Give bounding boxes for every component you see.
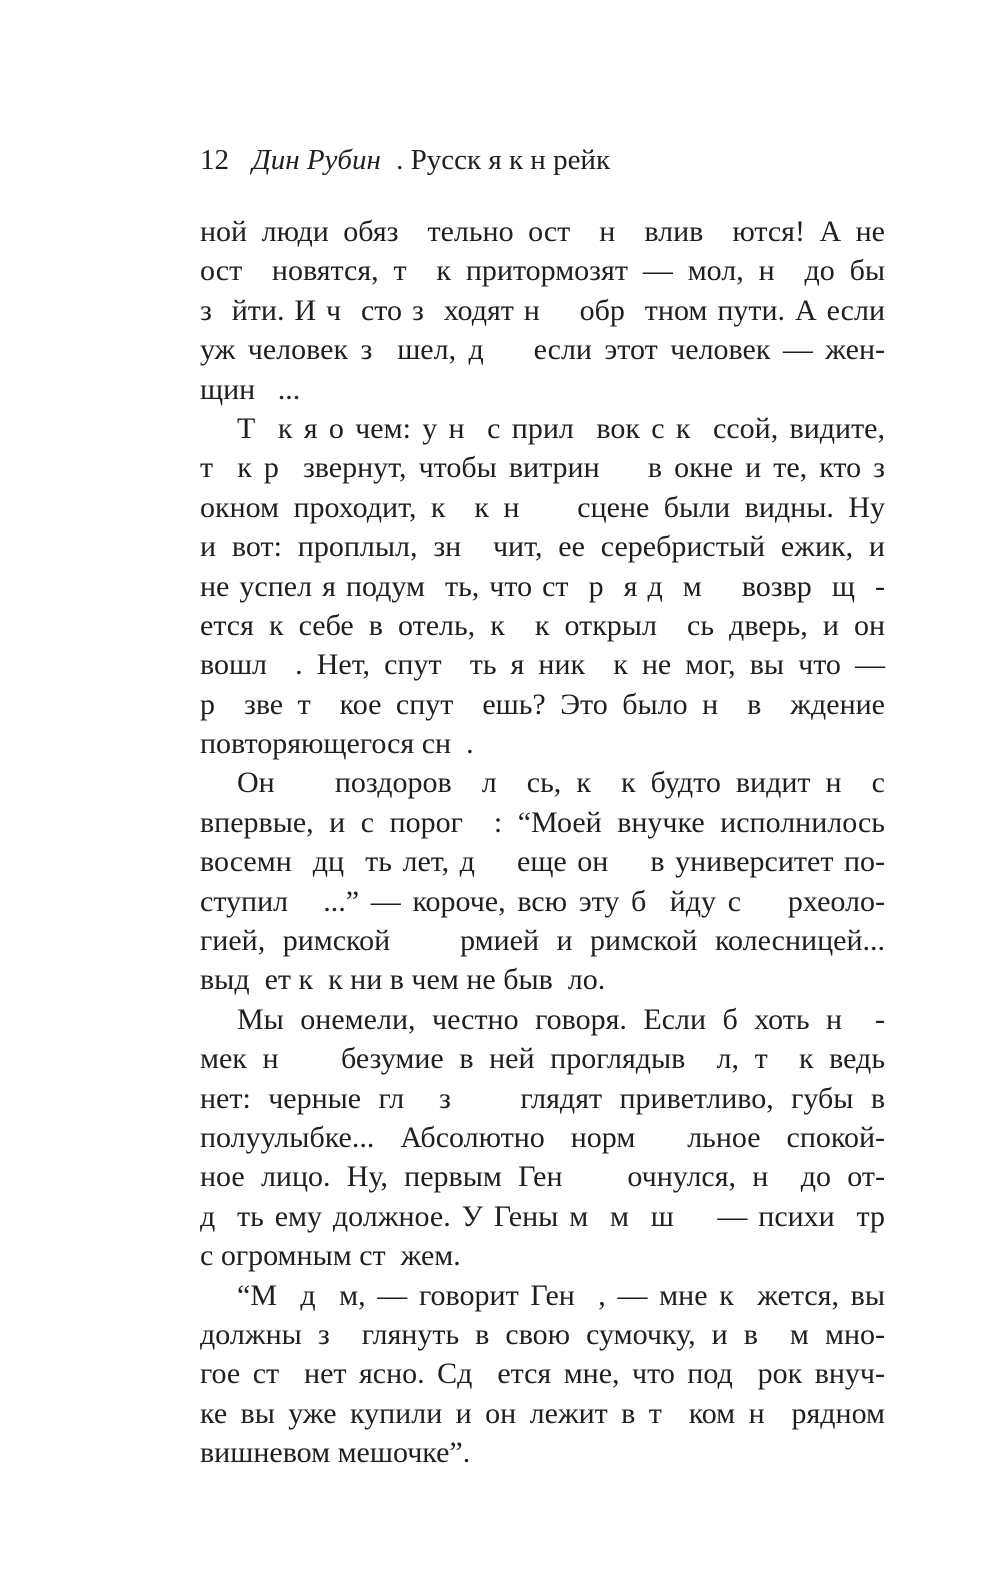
text-line: р зве т кое спут ешь? Это было н в ждение bbox=[200, 687, 885, 721]
text-line: должны з глянуть в свою сумочку, и в м мно- bbox=[200, 1317, 885, 1351]
running-header bbox=[200, 140, 900, 180]
text-line: вишневом мешочке”. bbox=[200, 1436, 471, 1470]
paragraph bbox=[200, 763, 885, 999]
text-line: ной люди обяз тельно ост н влив ются! А не bbox=[200, 215, 885, 248]
text-line: ступил ...” — короче, всю эту б йду с рхеоло- bbox=[200, 884, 885, 918]
paragraph bbox=[200, 409, 885, 764]
text-line: Т к я о чем: у н с прил вок с к ссой, видите, bbox=[237, 411, 885, 445]
text-line: вошл . Нет, спут ть я ник к не мог, вы что — bbox=[200, 648, 885, 682]
text-line: т к р звернут, чтобы витрин в окне и те, кто з bbox=[200, 451, 885, 485]
text-line: щин ... bbox=[200, 372, 301, 406]
text-line: гией, римской рмией и римской колесницей... bbox=[200, 924, 885, 958]
author-name: Дин Рубин bbox=[252, 144, 381, 176]
text-line: ке вы уже купили и он лежит в т ком н рядном bbox=[200, 1396, 885, 1430]
text-line: уж человек з шел, д если этот человек — жен- bbox=[200, 333, 885, 367]
text-line: и вот: проплыл, зн чит, ее серебристый ежик, и bbox=[200, 530, 885, 564]
text-line: нет: черные гл з глядят приветливо, губы в bbox=[200, 1081, 885, 1115]
text-line: выд ет к к ни в чем не быв ло. bbox=[200, 963, 606, 997]
text-line: д ть ему должное. У Гены м м ш — психи тр bbox=[200, 1199, 885, 1233]
text-line: з йти. И ч сто з ходят н обр тном пути. А если bbox=[200, 293, 885, 327]
text-line: Мы онемели, честно говоря. Если б хоть н - bbox=[237, 1002, 885, 1036]
text-line: окном проходит, к к н сцене были видны. Ну bbox=[200, 490, 885, 524]
text-line: полуулыбке... Абсолютно норм льное спокой- bbox=[200, 1120, 885, 1154]
text-line: ное лицо. Ну, первым Ген очнулся, н до от- bbox=[200, 1160, 885, 1194]
text-line: мек н безумие в ней проглядыв л, т к ведь bbox=[200, 1042, 885, 1076]
text-line: с огромным ст жем. bbox=[200, 1239, 461, 1273]
paragraph bbox=[200, 1000, 885, 1276]
text-line: повторяющегося сн . bbox=[200, 727, 474, 761]
text-line: Он поздоров л сь, к к будто видит н с bbox=[237, 766, 885, 800]
paragraph bbox=[200, 212, 885, 409]
text-line: “М д м, — говорит Ген , — мне к жется, вы bbox=[237, 1278, 885, 1312]
book-title: . Русск я к н рейк bbox=[396, 144, 611, 176]
text-line: восемн дц ть лет, д еще он в университет по- bbox=[200, 845, 885, 879]
page-number: 12 bbox=[200, 144, 229, 176]
text-line: ост новятся, т к притормозят — мол, н до бы bbox=[200, 254, 885, 288]
text-line: ется к себе в отель, к к открыл сь дверь, и он bbox=[200, 608, 885, 642]
body-text bbox=[200, 212, 885, 1473]
text-line: гое ст нет ясно. Сд ется мне, что под рок внуч- bbox=[200, 1357, 885, 1391]
paragraph bbox=[200, 1276, 885, 1473]
text-line: впервые, и с порог : “Моей внучке исполнилось bbox=[200, 805, 885, 839]
text-line: не успел я подум ть, что ст р я д м возвр щ - bbox=[200, 569, 885, 603]
